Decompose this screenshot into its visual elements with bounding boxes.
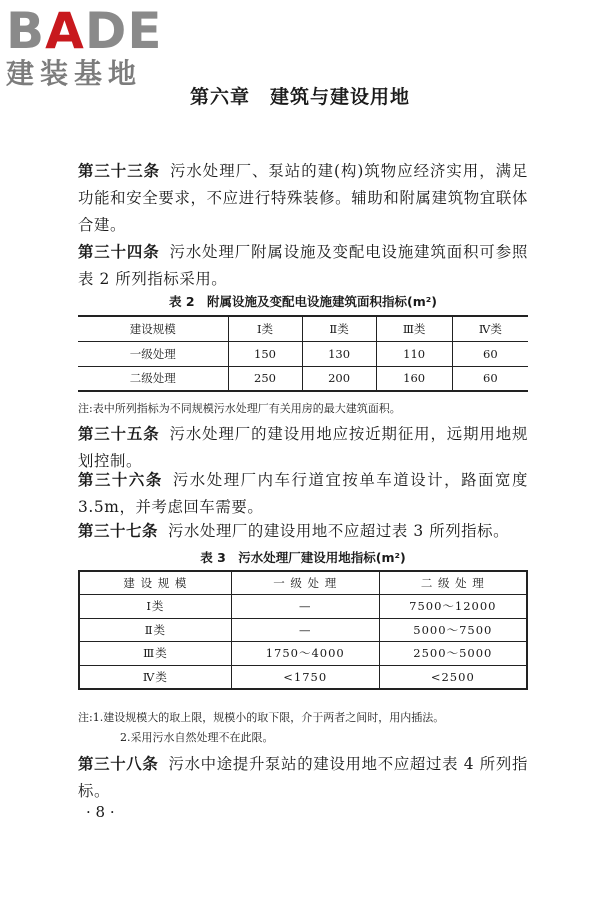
bade-logo	[6, 2, 181, 90]
article-text: 污水处理厂内车行道宜按单车道设计，路面宽度 3.5m，并考虑回车需要。	[78, 471, 528, 516]
logo-subtitle: 建装基地	[6, 57, 143, 90]
table-3-caption: 表 3 污水处理厂建设用地指标(m²)	[200, 550, 406, 565]
article-text: 污水处理厂附属设施及变配电设施建筑面积可参照表 2 所列指标采用。	[78, 243, 528, 288]
table-cell: 1750～4000	[231, 642, 379, 666]
table-cell: 二级处理	[78, 366, 228, 391]
table-row	[79, 595, 527, 619]
table-cell: 2500～5000	[379, 642, 527, 666]
table-cell: 250	[228, 366, 302, 391]
table-cell: —	[231, 618, 379, 642]
article-number: 第三十七条	[78, 522, 158, 540]
article-38	[78, 751, 528, 805]
table-header-cell: Ⅰ类	[228, 316, 302, 341]
article-text: 污水处理厂的建设用地应按近期征用，远期用地规划控制。	[78, 425, 528, 470]
table-cell: 60	[452, 366, 528, 391]
table-2-note: 注:表中所列指标为不同规模污水处理厂有关用房的最大建筑面积。	[78, 402, 401, 415]
article-text: 污水处理厂、泵站的建(构)筑物应经济实用，满足功能和安全要求，不应进行特殊装修。辅助和附属建筑物宜联体合建。	[78, 162, 528, 234]
table-cell: <2500	[379, 665, 527, 689]
table-cell: <1750	[231, 665, 379, 689]
table-header-row	[79, 571, 527, 595]
article-36	[78, 467, 528, 521]
table-2	[78, 315, 528, 392]
article-33	[78, 158, 528, 239]
table-header-cell: 一 级 处 理	[231, 571, 379, 595]
table-cell: Ⅲ类	[79, 642, 231, 666]
table-row	[78, 341, 528, 366]
table-header-cell: Ⅲ类	[376, 316, 452, 341]
article-number: 第三十五条	[78, 425, 160, 443]
article-number: 第三十八条	[78, 755, 159, 773]
page-number: · 8 ·	[86, 803, 115, 821]
table-row	[79, 665, 527, 689]
article-number: 第三十四条	[78, 243, 160, 261]
table-3-note-1: 注:1.建设规模大的取上限，规模小的取下限，介于两者之间时，用内插法。	[78, 711, 445, 724]
table-cell: 200	[302, 366, 376, 391]
table-row	[78, 366, 528, 391]
article-text: 污水处理厂的建设用地不应超过表 3 所列指标。	[167, 522, 510, 540]
article-number: 第三十六条	[78, 471, 163, 489]
article-text: 污水中途提升泵站的建设用地不应超过表 4 所列指标。	[78, 755, 528, 800]
table-2-caption: 表 2 附属设施及变配电设施建筑面积指标(m²)	[169, 294, 437, 309]
chapter-title: 第六章 建筑与建设用地	[189, 86, 410, 108]
table-header-cell: Ⅳ类	[452, 316, 528, 341]
table-cell: 130	[302, 341, 376, 366]
logo-accent-letter: A	[45, 2, 85, 60]
article-34	[78, 239, 528, 293]
table-header-row	[78, 316, 528, 341]
table-cell: 150	[228, 341, 302, 366]
table-cell: 一级处理	[78, 341, 228, 366]
logo-wordmark: BADE	[6, 2, 163, 60]
table-cell: 5000～7500	[379, 618, 527, 642]
article-number: 第三十三条	[78, 162, 160, 180]
table-cell: 7500～12000	[379, 595, 527, 619]
table-cell: 160	[376, 366, 452, 391]
table-cell: —	[231, 595, 379, 619]
table-row	[79, 618, 527, 642]
table-cell: Ⅳ类	[79, 665, 231, 689]
table-header-cell: 二 级 处 理	[379, 571, 527, 595]
table-cell: 60	[452, 341, 528, 366]
table-header-cell: 建 设 规 模	[79, 571, 231, 595]
table-header-cell: Ⅱ类	[302, 316, 376, 341]
table-row	[79, 642, 527, 666]
table-3	[78, 570, 528, 690]
table-cell: Ⅱ类	[79, 618, 231, 642]
table-header-cell: 建设规模	[78, 316, 228, 341]
table-cell: 110	[376, 341, 452, 366]
article-37	[78, 518, 528, 545]
table-cell: Ⅰ类	[79, 595, 231, 619]
table-3-note-2: 2.采用污水自然处理不在此限。	[120, 731, 274, 744]
